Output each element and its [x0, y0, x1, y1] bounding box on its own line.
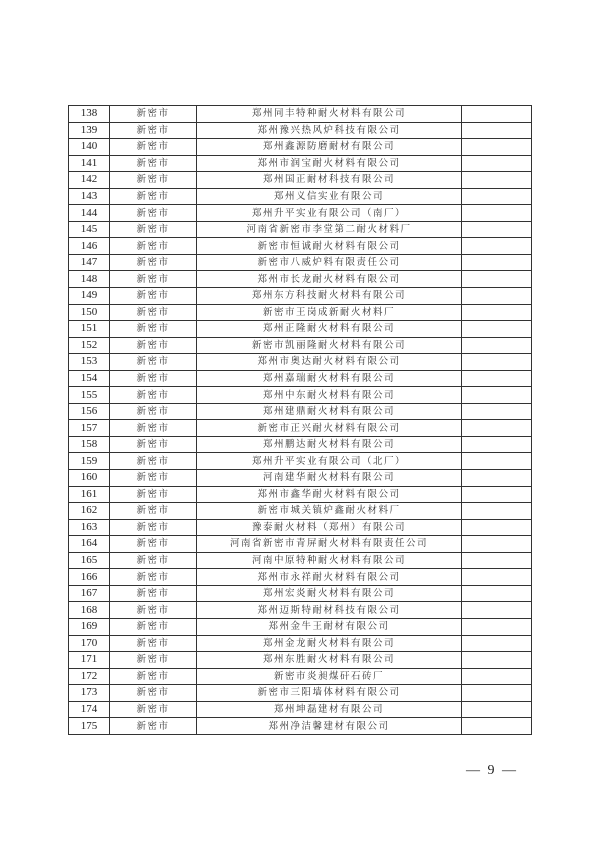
row-note — [462, 618, 532, 635]
row-company-name: 郑州升平实业有限公司（北厂） — [197, 453, 462, 470]
row-city: 新密市 — [110, 618, 197, 635]
row-number: 154 — [69, 370, 110, 387]
row-city: 新密市 — [110, 718, 197, 735]
table-row — [69, 503, 532, 520]
table-row — [69, 453, 532, 470]
row-number: 156 — [69, 403, 110, 420]
row-number: 152 — [69, 337, 110, 354]
table-row — [69, 420, 532, 437]
row-number: 160 — [69, 470, 110, 487]
row-company-name: 郑州市长龙耐火材料有限公司 — [197, 271, 462, 288]
row-note — [462, 718, 532, 735]
row-number: 168 — [69, 602, 110, 619]
row-note — [462, 635, 532, 652]
row-number: 175 — [69, 718, 110, 735]
row-city: 新密市 — [110, 354, 197, 371]
row-city: 新密市 — [110, 403, 197, 420]
row-note — [462, 271, 532, 288]
row-note — [462, 188, 532, 205]
row-note — [462, 254, 532, 271]
row-note — [462, 238, 532, 255]
row-number: 172 — [69, 668, 110, 685]
row-number: 151 — [69, 321, 110, 338]
row-number: 173 — [69, 685, 110, 702]
row-company-name: 郑州市永祥耐火材料有限公司 — [197, 569, 462, 586]
row-number: 162 — [69, 503, 110, 520]
row-city: 新密市 — [110, 122, 197, 139]
row-company-name: 河南建华耐火材料有限公司 — [197, 470, 462, 487]
table-row — [69, 585, 532, 602]
row-note — [462, 288, 532, 305]
row-company-name: 新密市王岗成新耐火材料厂 — [197, 304, 462, 321]
row-note — [462, 403, 532, 420]
row-company-name: 郑州金龙耐火材料有限公司 — [197, 635, 462, 652]
row-company-name: 新密市凯丽隆耐火材料有限公司 — [197, 337, 462, 354]
table-row — [69, 122, 532, 139]
row-number: 140 — [69, 139, 110, 156]
table-row — [69, 436, 532, 453]
row-company-name: 新密市炎昶煤矸石砖厂 — [197, 668, 462, 685]
row-company-name: 新密市城关镇炉鑫耐火材料厂 — [197, 503, 462, 520]
row-note — [462, 585, 532, 602]
row-note — [462, 602, 532, 619]
row-number: 141 — [69, 155, 110, 172]
row-company-name: 新密市恒诚耐火材料有限公司 — [197, 238, 462, 255]
table-row — [69, 668, 532, 685]
row-number: 171 — [69, 652, 110, 669]
row-number: 150 — [69, 304, 110, 321]
row-city: 新密市 — [110, 552, 197, 569]
table-row — [69, 387, 532, 404]
row-city: 新密市 — [110, 701, 197, 718]
row-number: 146 — [69, 238, 110, 255]
table-row — [69, 337, 532, 354]
row-note — [462, 486, 532, 503]
table-row — [69, 618, 532, 635]
row-city: 新密市 — [110, 188, 197, 205]
row-company-name: 新密市正兴耐火材料有限公司 — [197, 420, 462, 437]
table-row — [69, 238, 532, 255]
table-row — [69, 188, 532, 205]
table-row — [69, 685, 532, 702]
row-company-name: 郑州豫兴热风炉科技有限公司 — [197, 122, 462, 139]
row-city: 新密市 — [110, 519, 197, 536]
table-row — [69, 221, 532, 238]
row-city: 新密市 — [110, 387, 197, 404]
row-city: 新密市 — [110, 271, 197, 288]
row-note — [462, 436, 532, 453]
row-company-name: 郑州东胜耐火材料有限公司 — [197, 652, 462, 669]
row-city: 新密市 — [110, 288, 197, 305]
row-company-name: 豫泰耐火材料（郑州）有限公司 — [197, 519, 462, 536]
row-company-name: 郑州金牛王耐材有限公司 — [197, 618, 462, 635]
row-number: 158 — [69, 436, 110, 453]
row-note — [462, 552, 532, 569]
table-row — [69, 288, 532, 305]
row-note — [462, 205, 532, 222]
table-row — [69, 536, 532, 553]
table-row — [69, 139, 532, 156]
table-row — [69, 106, 532, 123]
row-city: 新密市 — [110, 155, 197, 172]
table-row — [69, 652, 532, 669]
row-number: 147 — [69, 254, 110, 271]
row-number: 165 — [69, 552, 110, 569]
row-number: 144 — [69, 205, 110, 222]
row-city: 新密市 — [110, 569, 197, 586]
row-number: 167 — [69, 585, 110, 602]
row-note — [462, 652, 532, 669]
row-company-name: 郑州市鑫华耐火材料有限公司 — [197, 486, 462, 503]
table-row — [69, 354, 532, 371]
row-city: 新密市 — [110, 635, 197, 652]
row-city: 新密市 — [110, 221, 197, 238]
table-row — [69, 370, 532, 387]
row-company-name: 河南省新密市李堂第二耐火材料厂 — [197, 221, 462, 238]
row-number: 169 — [69, 618, 110, 635]
row-number: 164 — [69, 536, 110, 553]
row-note — [462, 155, 532, 172]
row-note — [462, 701, 532, 718]
row-company-name: 郑州国正耐材科技有限公司 — [197, 172, 462, 189]
row-company-name: 郑州宏炎耐火材料有限公司 — [197, 585, 462, 602]
row-number: 166 — [69, 569, 110, 586]
row-note — [462, 503, 532, 520]
row-number: 143 — [69, 188, 110, 205]
table-row — [69, 470, 532, 487]
table-row — [69, 271, 532, 288]
row-company-name: 新密市三阳墙体材料有限公司 — [197, 685, 462, 702]
row-note — [462, 470, 532, 487]
row-city: 新密市 — [110, 139, 197, 156]
row-number: 157 — [69, 420, 110, 437]
row-note — [462, 519, 532, 536]
row-note — [462, 354, 532, 371]
row-note — [462, 304, 532, 321]
row-note — [462, 569, 532, 586]
row-company-name: 郑州建鼎耐火材料有限公司 — [197, 403, 462, 420]
table-row — [69, 635, 532, 652]
table-row — [69, 519, 532, 536]
row-city: 新密市 — [110, 254, 197, 271]
row-number: 155 — [69, 387, 110, 404]
row-number: 170 — [69, 635, 110, 652]
row-city: 新密市 — [110, 370, 197, 387]
table-row — [69, 304, 532, 321]
row-city: 新密市 — [110, 321, 197, 338]
table-row — [69, 718, 532, 735]
row-note — [462, 106, 532, 123]
table-row — [69, 701, 532, 718]
row-company-name: 郑州市润宝耐火材料有限公司 — [197, 155, 462, 172]
row-city: 新密市 — [110, 436, 197, 453]
row-company-name: 郑州鑫源防磨耐材有限公司 — [197, 139, 462, 156]
row-note — [462, 122, 532, 139]
row-note — [462, 685, 532, 702]
table-row — [69, 569, 532, 586]
row-note — [462, 139, 532, 156]
row-company-name: 郑州中东耐火材料有限公司 — [197, 387, 462, 404]
table-row — [69, 602, 532, 619]
row-note — [462, 221, 532, 238]
table-row — [69, 254, 532, 271]
row-number: 149 — [69, 288, 110, 305]
row-company-name: 郑州义信实业有限公司 — [197, 188, 462, 205]
row-city: 新密市 — [110, 536, 197, 553]
table-row — [69, 321, 532, 338]
row-number: 145 — [69, 221, 110, 238]
row-company-name: 郑州鹏达耐火材料有限公司 — [197, 436, 462, 453]
row-note — [462, 321, 532, 338]
row-company-name: 郑州迈斯特耐材科技有限公司 — [197, 602, 462, 619]
row-city: 新密市 — [110, 420, 197, 437]
row-city: 新密市 — [110, 685, 197, 702]
row-city: 新密市 — [110, 172, 197, 189]
row-note — [462, 668, 532, 685]
row-note — [462, 370, 532, 387]
row-company-name: 郑州正隆耐火材料有限公司 — [197, 321, 462, 338]
page-number: — 9 — — [466, 763, 518, 778]
row-number: 138 — [69, 106, 110, 123]
row-company-name: 郑州坤磊建材有限公司 — [197, 701, 462, 718]
row-city: 新密市 — [110, 205, 197, 222]
row-city: 新密市 — [110, 453, 197, 470]
row-company-name: 新密市八威炉料有限责任公司 — [197, 254, 462, 271]
row-company-name: 河南省新密市青屏耐火材料有限责任公司 — [197, 536, 462, 553]
row-number: 161 — [69, 486, 110, 503]
row-number: 163 — [69, 519, 110, 536]
row-note — [462, 453, 532, 470]
row-city: 新密市 — [110, 304, 197, 321]
row-city: 新密市 — [110, 238, 197, 255]
row-number: 139 — [69, 122, 110, 139]
row-number: 159 — [69, 453, 110, 470]
row-city: 新密市 — [110, 602, 197, 619]
row-city: 新密市 — [110, 337, 197, 354]
row-city: 新密市 — [110, 585, 197, 602]
table-row — [69, 205, 532, 222]
row-number: 148 — [69, 271, 110, 288]
table-row — [69, 552, 532, 569]
row-company-name: 郑州净洁馨建材有限公司 — [197, 718, 462, 735]
row-city: 新密市 — [110, 652, 197, 669]
row-company-name: 郑州市奥达耐火材料有限公司 — [197, 354, 462, 371]
row-number: 174 — [69, 701, 110, 718]
row-company-name: 河南中原特种耐火材料有限公司 — [197, 552, 462, 569]
row-company-name: 郑州升平实业有限公司（南厂） — [197, 205, 462, 222]
row-note — [462, 387, 532, 404]
row-company-name: 郑州东方科技耐火材料有限公司 — [197, 288, 462, 305]
table-row — [69, 403, 532, 420]
row-number: 142 — [69, 172, 110, 189]
row-note — [462, 420, 532, 437]
row-city: 新密市 — [110, 668, 197, 685]
row-number: 153 — [69, 354, 110, 371]
row-company-name: 郑州嘉瑞耐火材料有限公司 — [197, 370, 462, 387]
table-body — [69, 106, 532, 735]
row-note — [462, 536, 532, 553]
row-city: 新密市 — [110, 503, 197, 520]
row-city: 新密市 — [110, 486, 197, 503]
company-list-table — [68, 105, 532, 735]
row-city: 新密市 — [110, 106, 197, 123]
table-row — [69, 155, 532, 172]
row-city: 新密市 — [110, 470, 197, 487]
table-row — [69, 486, 532, 503]
table-row — [69, 172, 532, 189]
row-company-name: 郑州同丰特种耐火材料有限公司 — [197, 106, 462, 123]
row-note — [462, 337, 532, 354]
row-note — [462, 172, 532, 189]
